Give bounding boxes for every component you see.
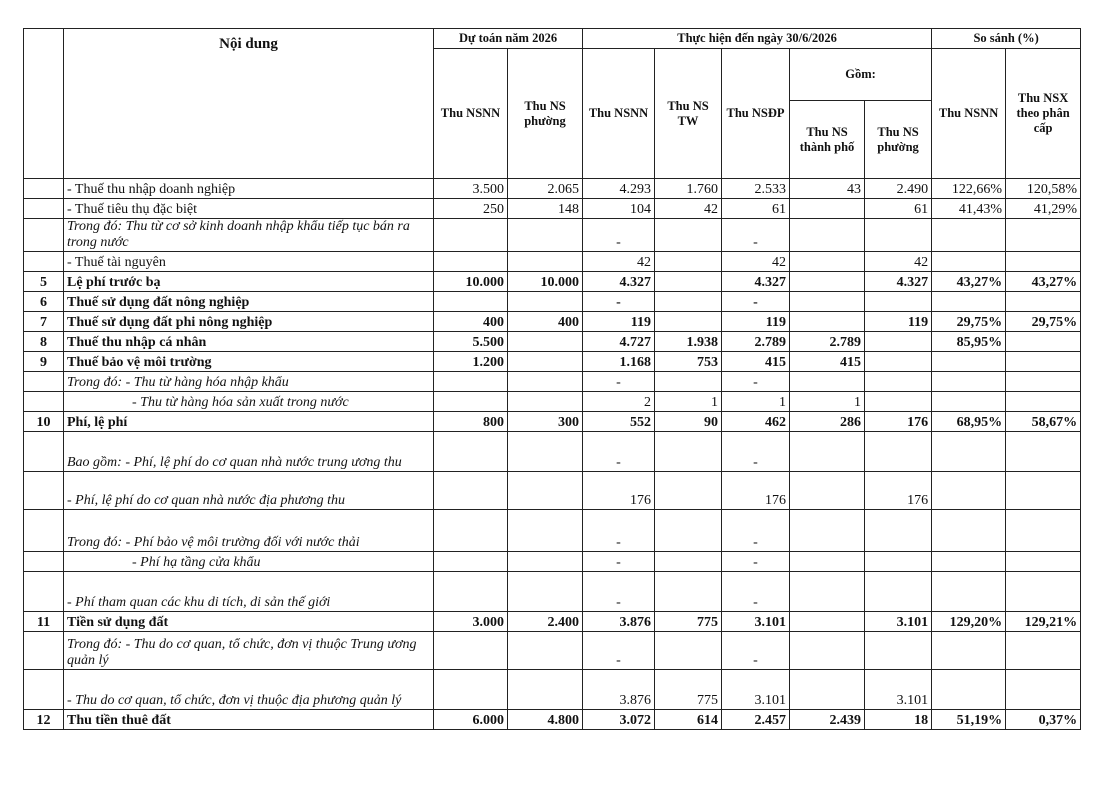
row-value — [434, 392, 508, 412]
row-value: 3.500 — [434, 179, 508, 199]
row-value: 42 — [865, 252, 932, 272]
row-value: 58,67% — [1006, 412, 1081, 432]
row-value: 400 — [508, 312, 583, 332]
row-value: 2.457 — [722, 710, 790, 730]
row-number — [24, 670, 64, 710]
row-value — [790, 612, 865, 632]
row-value — [1006, 670, 1081, 710]
row-value — [508, 572, 583, 612]
row-label: - Thuế thu nhập doanh nghiệp — [64, 179, 434, 199]
row-value: 2.400 — [508, 612, 583, 632]
row-number: 12 — [24, 710, 64, 730]
row-value: 51,19% — [932, 710, 1006, 730]
row-label: - Thu do cơ quan, tổ chức, đơn vị thuộc địa phương quản lý — [64, 670, 434, 710]
row-value — [790, 272, 865, 292]
row-number: 11 — [24, 612, 64, 632]
row-value — [790, 372, 865, 392]
row-number — [24, 179, 64, 199]
row-value — [655, 552, 722, 572]
row-label: Thuế sử dụng đất phi nông nghiệp — [64, 312, 434, 332]
row-value — [655, 252, 722, 272]
row-value: 552 — [583, 412, 655, 432]
row-value — [508, 392, 583, 412]
row-value: 800 — [434, 412, 508, 432]
row-value: 119 — [865, 312, 932, 332]
row-label: - Phí, lệ phí do cơ quan nhà nước địa phương thu — [64, 472, 434, 510]
row-value — [434, 292, 508, 312]
row-value: 43 — [790, 179, 865, 199]
row-value: 3.101 — [722, 670, 790, 710]
row-value: - — [722, 552, 790, 572]
row-label: Bao gồm: - Phí, lệ phí do cơ quan nhà nước trung ương thu — [64, 432, 434, 472]
row-value — [508, 510, 583, 552]
row-value: 129,20% — [932, 612, 1006, 632]
header-th-thu-ns-tw: Thu NS TW — [655, 49, 722, 179]
row-value: 300 — [508, 412, 583, 432]
header-th-thu-nsdp: Thu NSĐP — [722, 49, 790, 179]
header-ss-thu-nsnn: Thu NSNN — [932, 49, 1006, 179]
row-value: 614 — [655, 710, 722, 730]
row-value — [508, 372, 583, 392]
row-value — [1006, 332, 1081, 352]
row-value: 3.101 — [865, 612, 932, 632]
row-value: 4.327 — [583, 272, 655, 292]
table-row — [24, 179, 1081, 199]
row-value — [508, 432, 583, 472]
row-label: - Thuế tài nguyên — [64, 252, 434, 272]
row-value: 85,95% — [932, 332, 1006, 352]
row-value — [932, 572, 1006, 612]
row-value — [932, 219, 1006, 252]
row-value: 415 — [722, 352, 790, 372]
row-value: 29,75% — [1006, 312, 1081, 332]
row-value — [655, 272, 722, 292]
table-row — [24, 272, 1081, 292]
row-value — [932, 552, 1006, 572]
row-value: 4.800 — [508, 710, 583, 730]
row-value: - — [722, 219, 790, 252]
row-value: 3.876 — [583, 670, 655, 710]
table-row — [24, 612, 1081, 632]
row-value: 753 — [655, 352, 722, 372]
row-label: Trong đó: - Thu từ hàng hóa nhập khẩu — [64, 372, 434, 392]
table-row — [24, 252, 1081, 272]
row-value: 119 — [583, 312, 655, 332]
row-value — [655, 432, 722, 472]
row-value — [434, 252, 508, 272]
table-row — [24, 710, 1081, 730]
row-value — [434, 670, 508, 710]
row-value: 415 — [790, 352, 865, 372]
row-label: Thuế bảo vệ môi trường — [64, 352, 434, 372]
row-value: 29,75% — [932, 312, 1006, 332]
row-value — [508, 252, 583, 272]
row-value: 18 — [865, 710, 932, 730]
header-so-sanh: So sánh (%) — [932, 29, 1081, 49]
row-value: 2.065 — [508, 179, 583, 199]
budget-table — [23, 28, 1081, 730]
row-label: Trong đó: - Thu do cơ quan, tổ chức, đơn vị thuộc Trung ương quản lý — [64, 632, 434, 670]
row-value — [865, 392, 932, 412]
row-value — [508, 552, 583, 572]
row-value — [932, 510, 1006, 552]
row-value: 1.200 — [434, 352, 508, 372]
row-value: 61 — [865, 199, 932, 219]
row-number: 8 — [24, 332, 64, 352]
table-row — [24, 312, 1081, 332]
row-value — [1006, 219, 1081, 252]
row-value — [434, 432, 508, 472]
row-value — [434, 510, 508, 552]
row-label: Thuế sử dụng đất nông nghiệp — [64, 292, 434, 312]
row-value: 3.101 — [722, 612, 790, 632]
row-value: 90 — [655, 412, 722, 432]
row-number: 9 — [24, 352, 64, 372]
row-value — [932, 252, 1006, 272]
row-label: - Phí tham quan các khu di tích, di sản thế giới — [64, 572, 434, 612]
table-row — [24, 352, 1081, 372]
row-value — [790, 670, 865, 710]
row-value: 43,27% — [1006, 272, 1081, 292]
row-value — [790, 472, 865, 510]
row-value — [655, 572, 722, 612]
header-dt-thu-ns-phuong: Thu NS phường — [508, 49, 583, 179]
row-value: 1 — [655, 392, 722, 412]
row-value — [932, 670, 1006, 710]
header-ss-thu-nsx: Thu NSX theo phân cấp — [1006, 49, 1081, 179]
row-value: 2.533 — [722, 179, 790, 199]
row-value — [1006, 372, 1081, 392]
row-value: 2.789 — [790, 332, 865, 352]
row-value — [790, 432, 865, 472]
table-row — [24, 372, 1081, 392]
header-th-thu-nsnn: Thu NSNN — [583, 49, 655, 179]
row-value: 462 — [722, 412, 790, 432]
table-row — [24, 199, 1081, 219]
row-value: 41,29% — [1006, 199, 1081, 219]
row-value: - — [722, 292, 790, 312]
row-value: - — [722, 572, 790, 612]
row-value: 42 — [583, 252, 655, 272]
row-value: 1 — [722, 392, 790, 412]
row-value: 176 — [865, 412, 932, 432]
row-value — [865, 510, 932, 552]
row-value: 4.293 — [583, 179, 655, 199]
row-value: 2 — [583, 392, 655, 412]
row-value: 120,58% — [1006, 179, 1081, 199]
row-value — [1006, 292, 1081, 312]
row-value — [865, 332, 932, 352]
row-value: 148 — [508, 199, 583, 219]
row-value: 775 — [655, 612, 722, 632]
row-label: Lệ phí trước bạ — [64, 272, 434, 292]
row-value: 1.168 — [583, 352, 655, 372]
row-number: 6 — [24, 292, 64, 312]
row-value: 3.876 — [583, 612, 655, 632]
table-row — [24, 552, 1081, 572]
row-value — [434, 552, 508, 572]
row-value: 42 — [722, 252, 790, 272]
row-value — [655, 510, 722, 552]
header-gom-thu-ns-phuong: Thu NS phường — [865, 101, 932, 179]
row-label: Tiền sử dụng đất — [64, 612, 434, 632]
row-value: 10.000 — [434, 272, 508, 292]
row-label: Trong đó: - Phí bảo vệ môi trường đối với nước thải — [64, 510, 434, 552]
row-value — [1006, 392, 1081, 412]
row-label: Thuế thu nhập cá nhân — [64, 332, 434, 352]
row-value — [508, 219, 583, 252]
row-number — [24, 252, 64, 272]
row-value — [865, 432, 932, 472]
row-value: 68,95% — [932, 412, 1006, 432]
row-value: 61 — [722, 199, 790, 219]
row-value: - — [583, 632, 655, 670]
row-number — [24, 552, 64, 572]
row-value: 775 — [655, 670, 722, 710]
row-value: - — [583, 372, 655, 392]
row-value: - — [583, 292, 655, 312]
table-row — [24, 332, 1081, 352]
row-value — [434, 219, 508, 252]
row-value — [790, 292, 865, 312]
row-number — [24, 510, 64, 552]
row-value: 0,37% — [1006, 710, 1081, 730]
row-value — [790, 219, 865, 252]
row-value — [1006, 432, 1081, 472]
row-value — [508, 632, 583, 670]
row-value — [865, 352, 932, 372]
row-value — [1006, 472, 1081, 510]
row-value — [508, 472, 583, 510]
header-noi-dung: Nội dung — [64, 29, 434, 179]
table-row — [24, 432, 1081, 472]
row-value — [434, 632, 508, 670]
row-value — [932, 352, 1006, 372]
row-value: 42 — [655, 199, 722, 219]
row-value — [865, 552, 932, 572]
row-value: 104 — [583, 199, 655, 219]
row-value — [655, 219, 722, 252]
table-body — [24, 179, 1081, 730]
table-row — [24, 572, 1081, 612]
row-value: 286 — [790, 412, 865, 432]
row-value — [932, 372, 1006, 392]
row-value: - — [722, 432, 790, 472]
row-value: 400 — [434, 312, 508, 332]
row-value: - — [583, 432, 655, 472]
row-value — [434, 472, 508, 510]
header-no — [24, 29, 64, 179]
row-label: Thu tiền thuê đất — [64, 710, 434, 730]
row-value — [508, 292, 583, 312]
row-value — [434, 572, 508, 612]
row-value — [508, 670, 583, 710]
row-label: - Thu từ hàng hóa sản xuất trong nước — [64, 392, 434, 412]
row-value: 1 — [790, 392, 865, 412]
row-value — [655, 372, 722, 392]
row-value — [1006, 252, 1081, 272]
row-value: 250 — [434, 199, 508, 219]
row-value: 10.000 — [508, 272, 583, 292]
row-value: 4.327 — [865, 272, 932, 292]
row-number — [24, 199, 64, 219]
row-value — [932, 432, 1006, 472]
row-value — [865, 292, 932, 312]
row-value: - — [583, 510, 655, 552]
table-row — [24, 412, 1081, 432]
row-value: 1.938 — [655, 332, 722, 352]
table-row — [24, 472, 1081, 510]
row-value — [1006, 352, 1081, 372]
row-value — [434, 372, 508, 392]
row-value: - — [722, 510, 790, 552]
row-value: 119 — [722, 312, 790, 332]
row-value — [932, 292, 1006, 312]
row-number — [24, 472, 64, 510]
row-value: 3.072 — [583, 710, 655, 730]
row-value — [790, 552, 865, 572]
row-value — [655, 632, 722, 670]
row-value: 176 — [865, 472, 932, 510]
row-number — [24, 432, 64, 472]
table-row — [24, 292, 1081, 312]
row-value — [508, 352, 583, 372]
row-value: 2.789 — [722, 332, 790, 352]
row-number — [24, 572, 64, 612]
row-value: 122,66% — [932, 179, 1006, 199]
row-value: - — [722, 632, 790, 670]
header-du-toan: Dự toán năm 2026 — [434, 29, 583, 49]
row-value — [932, 632, 1006, 670]
row-number — [24, 219, 64, 252]
row-value — [790, 252, 865, 272]
row-number — [24, 392, 64, 412]
row-value — [932, 392, 1006, 412]
row-value: 129,21% — [1006, 612, 1081, 632]
row-value — [790, 510, 865, 552]
row-value: 4.327 — [722, 272, 790, 292]
header-gom: Gồm: — [790, 49, 932, 101]
row-value — [508, 332, 583, 352]
row-value: - — [722, 372, 790, 392]
header-dt-thu-nsnn: Thu NSNN — [434, 49, 508, 179]
row-value: 3.000 — [434, 612, 508, 632]
row-number: 5 — [24, 272, 64, 292]
table-row — [24, 219, 1081, 252]
row-value — [865, 219, 932, 252]
row-value: 43,27% — [932, 272, 1006, 292]
row-value: 41,43% — [932, 199, 1006, 219]
row-value — [655, 312, 722, 332]
table-row — [24, 670, 1081, 710]
row-value: 3.101 — [865, 670, 932, 710]
row-value — [865, 372, 932, 392]
row-value: 5.500 — [434, 332, 508, 352]
row-value: 176 — [583, 472, 655, 510]
row-value: 1.760 — [655, 179, 722, 199]
row-value — [790, 312, 865, 332]
row-label: - Phí hạ tầng cửa khẩu — [64, 552, 434, 572]
row-number: 10 — [24, 412, 64, 432]
row-number — [24, 372, 64, 392]
table-row — [24, 510, 1081, 552]
row-label: Trong đó: Thu từ cơ sở kinh doanh nhập khẩu tiếp tục bán ra trong nước — [64, 219, 434, 252]
row-label: - Thuế tiêu thụ đặc biệt — [64, 199, 434, 219]
row-value — [655, 292, 722, 312]
table-row — [24, 392, 1081, 412]
row-value: 4.727 — [583, 332, 655, 352]
row-value — [790, 632, 865, 670]
row-number — [24, 632, 64, 670]
row-value — [932, 472, 1006, 510]
row-value — [1006, 572, 1081, 612]
header-thu-ns-thanh-pho: Thu NS thành phố — [790, 101, 865, 179]
row-number: 7 — [24, 312, 64, 332]
row-value: - — [583, 552, 655, 572]
row-value — [1006, 510, 1081, 552]
row-value — [790, 199, 865, 219]
table-row — [24, 632, 1081, 670]
row-value: - — [583, 219, 655, 252]
row-value — [865, 572, 932, 612]
row-value — [865, 632, 932, 670]
header-thuc-hien: Thực hiện đến ngày 30/6/2026 — [583, 29, 932, 49]
row-value: 176 — [722, 472, 790, 510]
row-value: 2.439 — [790, 710, 865, 730]
row-value — [1006, 552, 1081, 572]
row-value — [655, 472, 722, 510]
row-label: Phí, lệ phí — [64, 412, 434, 432]
row-value — [1006, 632, 1081, 670]
row-value: 2.490 — [865, 179, 932, 199]
row-value: 6.000 — [434, 710, 508, 730]
row-value: - — [583, 572, 655, 612]
row-value — [790, 572, 865, 612]
